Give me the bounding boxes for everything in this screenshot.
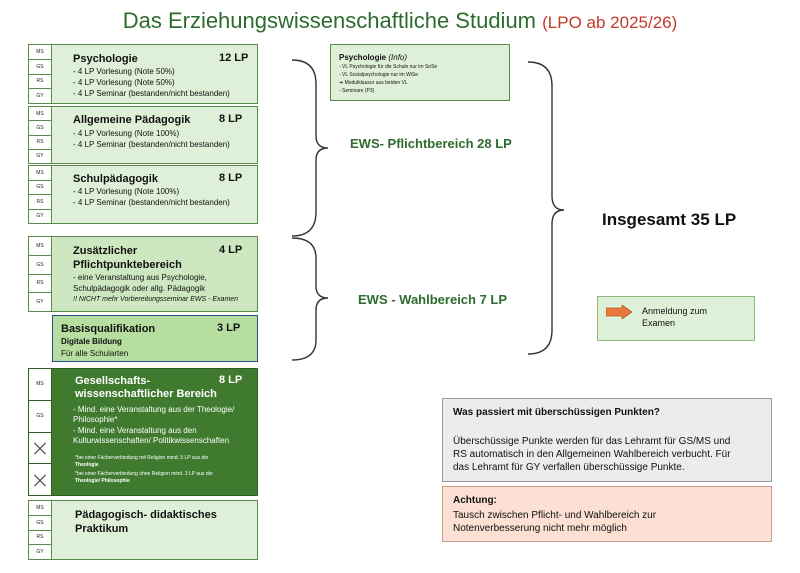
school-type-gy: GY	[36, 93, 44, 100]
surplus-line: Überschüssige Punkte werden für das Lehramt für GS/MS und	[453, 436, 731, 447]
label-pflichtbereich: EWS- Pflichtbereich 28 LP	[350, 136, 512, 151]
module-lp: 3 LP	[217, 322, 241, 334]
module-line: - 4 LP Vorlesung (Note 100%)	[73, 187, 180, 196]
school-type-ms: MS	[29, 501, 51, 516]
module-subtitle: Digitale Bildung	[61, 337, 122, 346]
info-line: ➔ Modulklausur aus beiden VL	[339, 80, 408, 86]
school-type-gs: GS	[29, 256, 51, 275]
module-title: Gesellschafts-	[75, 375, 151, 387]
label-wahlbereich: EWS - Wahlbereich 7 LP	[358, 292, 508, 307]
module-line: - 4 LP Seminar (bestanden/nicht bestanden)	[73, 89, 230, 98]
module-lp: 12 LP	[219, 52, 249, 64]
module-line: - Mind. eine Veranstaltung aus den	[73, 426, 197, 435]
school-type-ms: MS	[29, 369, 51, 401]
surplus-title: Was passiert mit überschüssigen Punkten?	[453, 407, 660, 418]
module-line: Kulturwissenschaften/ Politikwissenschaften	[73, 436, 230, 445]
module-line: - Mind. eine Veranstaltung aus der Theologie/	[73, 405, 235, 414]
module-title-2: Pflichtpunktebereich	[73, 259, 182, 271]
module-footnote: *bei einer Fächerverbindung mit Religion mind. 5 LP aus der	[75, 455, 209, 461]
module-line: Philosophie*	[73, 415, 118, 424]
module-footnote: *bei einer Fächerverbindung ohne Religion mind. 3 LP aus der	[75, 471, 214, 477]
school-type-gy: GY	[36, 213, 44, 220]
module-line: - eine Veranstaltung aus Psychologie,	[73, 273, 207, 282]
info-psychologie	[330, 44, 510, 101]
school-type-ms: MS	[29, 107, 51, 121]
surplus-line: RS automatisch in den Allgemeinen Wahlbereich verbucht. Für	[453, 449, 731, 460]
title-main: Das Erziehungswissenschaftliche Studium	[122, 8, 537, 33]
info-title-note: (Info)	[388, 53, 408, 62]
arrow-right-icon	[606, 305, 634, 319]
school-type-ms: MS	[29, 237, 51, 256]
module-lp: 8 LP	[219, 172, 243, 184]
legend-text: Examen	[642, 318, 676, 328]
legend-box	[597, 296, 755, 341]
module-title: Schulpädagogik	[73, 173, 158, 185]
surplus-line: das Lehramt für GY verfallen überschüssige Punkte.	[453, 462, 685, 473]
module-line: Für alle Schularten	[61, 349, 129, 358]
school-type-rs: RS	[29, 136, 51, 150]
info-line: - VL Psychologie für die Schule nur im SoSe	[339, 64, 438, 70]
brace-total	[528, 62, 564, 354]
module-title-2: Praktikum	[75, 523, 129, 535]
module-line: - 4 LP Vorlesung (Note 100%)	[73, 129, 180, 138]
module-lp: 8 LP	[219, 374, 243, 386]
info-heading	[339, 53, 407, 62]
school-type-gs: GS	[29, 516, 51, 531]
warning-line: Notenverbesserung nicht mehr möglich	[453, 523, 627, 534]
info-line: - Seminare (P3)	[339, 88, 375, 94]
school-type-rs: RS	[29, 531, 51, 546]
module-title: Allgemeine Pädagogik	[73, 114, 191, 126]
school-type-gy: GY	[36, 299, 44, 306]
school-type-rs: RS	[29, 195, 51, 210]
surplus-points-box	[442, 398, 772, 482]
module-note: !! NICHT mehr Vorbereitungsseminar EWS - Examen	[73, 296, 239, 303]
brace-wahl	[292, 238, 328, 360]
module-line: - 4 LP Vorlesung (Note 50%)	[73, 67, 175, 76]
module-footnote: Theologie/ Philosophie	[75, 478, 130, 484]
module-line: - 4 LP Vorlesung (Note 50%)	[73, 78, 175, 87]
school-type-rs: RS	[29, 75, 51, 90]
module-title: Psychologie	[73, 53, 138, 65]
module-title: Pädagogisch- didaktisches	[75, 509, 217, 521]
school-type-ms: MS	[29, 45, 51, 60]
label-total: Insgesamt 35 LP	[602, 210, 737, 229]
school-type-gs: GS	[29, 121, 51, 135]
module-line: - 4 LP Seminar (bestanden/nicht bestanden)	[73, 140, 230, 149]
module-footnote: Theologie	[75, 462, 99, 468]
school-type-gy: GY	[36, 153, 44, 160]
warning-title: Achtung:	[453, 495, 497, 506]
module-title: Zusätzlicher	[73, 245, 138, 257]
legend-text: Anmeldung zum	[642, 306, 708, 316]
module-title: Basisqualifikation	[61, 323, 156, 335]
school-type-gs: GS	[29, 60, 51, 75]
brace-pflicht	[292, 60, 328, 236]
warning-box	[442, 486, 772, 542]
title-subtitle: (LPO ab 2025/26)	[542, 13, 678, 32]
module-line: - 4 LP Seminar (bestanden/nicht bestanden)	[73, 198, 230, 207]
school-type-rs: RS	[29, 275, 51, 294]
warning-line: Tausch zwischen Pflicht- und Wahlbereich zur	[453, 510, 657, 521]
module-line: Schulpädagogik oder allg. Pädagogik	[73, 284, 206, 293]
module-lp: 8 LP	[219, 113, 243, 125]
school-type-gs: GS	[29, 401, 51, 433]
info-line: - VL Sozialpsychologie nur im WiSe	[339, 72, 419, 78]
info-title: Psychologie	[339, 53, 387, 62]
module-title-2: wissenschaftlicher Bereich	[75, 388, 217, 400]
school-type-ms: MS	[29, 166, 51, 181]
school-type-gs: GS	[29, 181, 51, 196]
module-lp: 4 LP	[219, 244, 243, 256]
school-type-gy: GY	[36, 549, 44, 556]
